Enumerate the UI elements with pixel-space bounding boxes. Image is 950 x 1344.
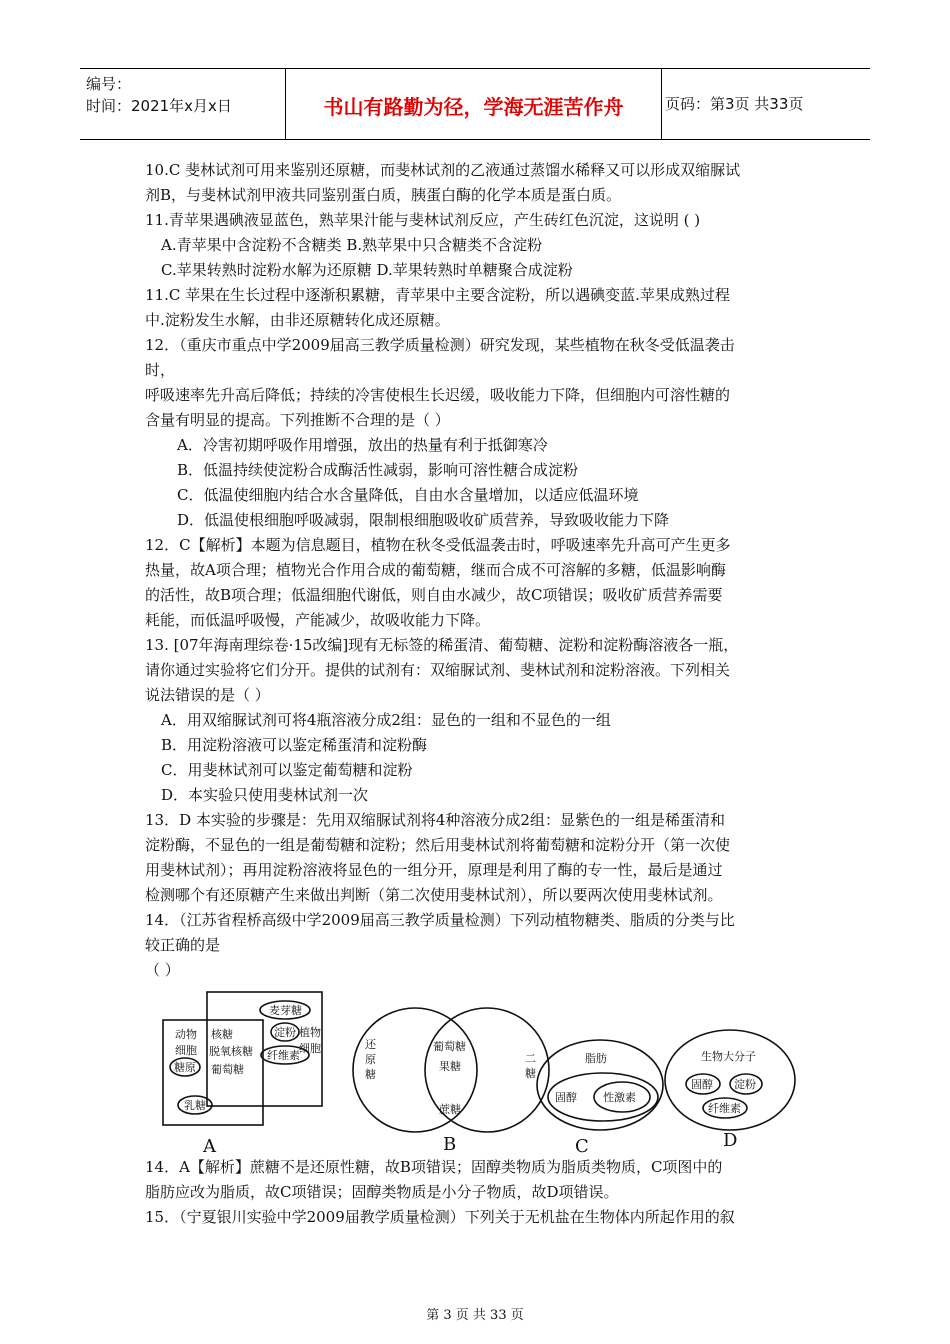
option-line: B．低温持续使淀粉合成酶活性减弱，影响可溶性糖合成淀粉 — [177, 461, 579, 479]
text-line: 较正确的是 — [145, 936, 221, 954]
option-line: C．低温使细胞内结合水含量降低，自由水含量增加，以适应低温环境 — [177, 486, 639, 504]
date-label: 时间：2021年x月x日 — [86, 97, 232, 115]
diagram-c-label: C — [575, 1136, 589, 1155]
disaccharide-label: 二 — [525, 1052, 536, 1065]
text-line: 11.青苹果遇碘液显蓝色，熟苹果汁能与斐林试剂反应，产生砖红色沉淀，这说明 ( ) — [145, 211, 701, 229]
starch-label: 淀粉 — [274, 1026, 296, 1039]
animal-cell-label-2: 细胞 — [175, 1044, 197, 1057]
text-line: 含量有明显的提高。下列推断不合理的是（ ） — [145, 411, 450, 429]
text-line: 14．A【解析】蔗糖不是还原性糖，故B项错误；固醇类物质为脂质类物质，C项图中的 — [145, 1158, 723, 1176]
text-line: 说法错误的是（ ） — [145, 686, 270, 704]
page-header — [80, 68, 870, 140]
reducing-sugar-label: 糖 — [365, 1068, 376, 1081]
sterol-label: 固醇 — [555, 1091, 577, 1104]
reducing-sugar-label: 原 — [365, 1053, 376, 1066]
animal-cell-label-1: 动物 — [175, 1028, 197, 1041]
text-line: 检测哪个有还原糖产生来做出判断（第二次使用斐林试剂），所以要两次使用斐林试剂。 — [145, 886, 723, 904]
lactose-label: 乳糖 — [184, 1099, 206, 1112]
glycogen-label: 糖原 — [174, 1061, 196, 1074]
text-line: 13．D 本实验的步骤是：先用双缩脲试剂将4种溶液分成2组：显紫色的一组是稀蛋清和 — [145, 811, 725, 829]
text-line: 用斐林试剂）；再用淀粉溶液将显色的一组分开，原理是利用了酶的专一性，最后是通过 — [145, 861, 723, 879]
maltose-label: 麦芽糖 — [269, 1004, 302, 1017]
option-line: A.青苹果中含淀粉不含糖类 B.熟苹果中只含糖类不含淀粉 — [161, 236, 543, 254]
diagram-d-label: D — [723, 1130, 738, 1151]
text-line: 中.淀粉发生水解，由非还原糖转化成还原糖。 — [145, 311, 450, 329]
option-line: B．用淀粉溶液可以鉴定稀蛋清和淀粉酶 — [161, 736, 428, 754]
reducing-sugar-label: 还 — [365, 1038, 376, 1051]
cellulose-label: 纤维素 — [267, 1049, 300, 1062]
motto-text: 书山有路勤为径，学海无涯苦作舟 — [323, 95, 624, 119]
question-text — [145, 158, 810, 983]
text-line: 剂B，与斐林试剂甲液共同鉴别蛋白质，胰蛋白酶的化学本质是蛋白质。 — [145, 186, 622, 204]
text-line: 脂肪应改为脂质，故C项错误；固醇类物质是小分子物质，故D项错误。 — [145, 1183, 619, 1201]
option-line: C.苹果转熟时淀粉水解为还原糖 D.苹果转熟时单糖聚合成淀粉 — [161, 261, 573, 279]
option-line: A．用双缩脲试剂可将4瓶溶液分成2组：显色的一组和不显色的一组 — [161, 711, 611, 729]
header-motto-cell — [285, 69, 662, 139]
text-line: 13. [07年海南理综卷·15改编]现有无标签的稀蛋清、葡萄糖、淀粉和淀粉酶溶液各一瓶， — [145, 636, 739, 654]
diagram-figure — [145, 980, 810, 1155]
text-line: 11.C 苹果在生长过程中逐渐积累糖，青苹果中主要含淀粉，所以遇碘变蓝.苹果成熟过程 — [145, 286, 730, 304]
classification-diagrams — [145, 980, 810, 1155]
macromolecule-label: 生物大分子 — [701, 1050, 756, 1063]
sucrose-label: 蔗糖 — [439, 1103, 461, 1116]
text-line: 请你通过实验将它们分开。提供的试剂有：双缩脲试剂、斐林试剂和淀粉溶液。下列相关 — [145, 661, 731, 679]
text-line: 热量，故A项合理；植物光合作用合成的葡萄糖，继而合成不可溶解的多糖，低温影响酶 — [145, 561, 726, 579]
disaccharide-label: 糖 — [525, 1067, 536, 1080]
code-label: 编号： — [86, 75, 132, 93]
plant-cell-label-1: 植物 — [299, 1026, 321, 1039]
text-line: 淀粉酶，不显色的一组是葡萄糖和淀粉；然后用斐林试剂将葡萄糖和淀粉分开（第一次使 — [145, 836, 731, 854]
shared-sugar-label: 脱氧核糖 — [209, 1045, 253, 1058]
cellulose-label-d: 纤维素 — [708, 1102, 741, 1115]
page-footer: 第 3 页 共 33 页 — [426, 1308, 524, 1323]
sex-hormone-label: 性激素 — [603, 1091, 636, 1104]
text-line: 耗能，而低温呼吸慢，产能减少，故吸收能力下降。 — [145, 611, 491, 629]
shared-sugar-label: 葡萄糖 — [211, 1063, 244, 1076]
text-line: 呼吸速率先升高后降低；持续的冷害使根生长迟缓，吸收能力下降，但细胞内可溶性糖的 — [145, 386, 731, 404]
option-line: D．本实验只使用斐林试剂一次 — [161, 786, 369, 804]
text-line: 14．（江苏省程桥高级中学2009届高三教学质量检测）下列动植物糖类、脂质的分类与比 — [145, 911, 735, 929]
diagram-b-label: B — [443, 1134, 457, 1155]
text-line: 的活性，故B项合理；低温细胞代谢低，则自由水减少，故C项错误；吸收矿质营养需要 — [145, 586, 723, 604]
diagram-a-label: A — [203, 1136, 216, 1155]
sterol-label-d: 固醇 — [691, 1078, 713, 1091]
option-line: A．冷害初期呼吸作用增强，放出的热量有利于抵御寒冷 — [177, 436, 548, 454]
fructose-label: 果糖 — [439, 1060, 461, 1073]
fat-label: 脂肪 — [585, 1052, 607, 1065]
glucose-label: 葡萄糖 — [433, 1040, 466, 1053]
option-line: D．低温使根细胞呼吸减弱，限制根细胞吸收矿质营养，导致吸收能力下降 — [177, 511, 670, 529]
answer-text — [145, 1155, 810, 1230]
starch-label-d: 淀粉 — [734, 1078, 756, 1091]
text-line: 10.C 斐林试剂可用来鉴别还原糖，而斐林试剂的乙液通过蒸馏水稀释又可以形成双缩脲试 — [145, 161, 741, 179]
page-number-label: 页码：第3页 共33页 — [665, 95, 804, 113]
plant-cell-label-2: 细胞 — [299, 1042, 321, 1055]
shared-sugar-label: 核糖 — [211, 1028, 233, 1041]
option-line: C．用斐林试剂可以鉴定葡萄糖和淀粉 — [161, 761, 413, 779]
text-line: 12．（重庆市重点中学2009届高三教学质量检测）研究发现，某些植物在秋冬受低温袭击 — [145, 336, 735, 354]
macromolecule-outer-ellipse — [665, 1030, 795, 1130]
text-line: （ ） — [145, 961, 180, 979]
text-line: 15．（宁夏银川实验中学2009届教学质量检测）下列关于无机盐在生物体内所起作用的叙 — [145, 1208, 735, 1226]
text-line: 12．C【解析】本题为信息题目，植物在秋冬受低温袭击时，呼吸速率先升高可产生更多 — [145, 536, 731, 554]
text-line: 时， — [145, 361, 176, 379]
header-left — [80, 69, 285, 139]
